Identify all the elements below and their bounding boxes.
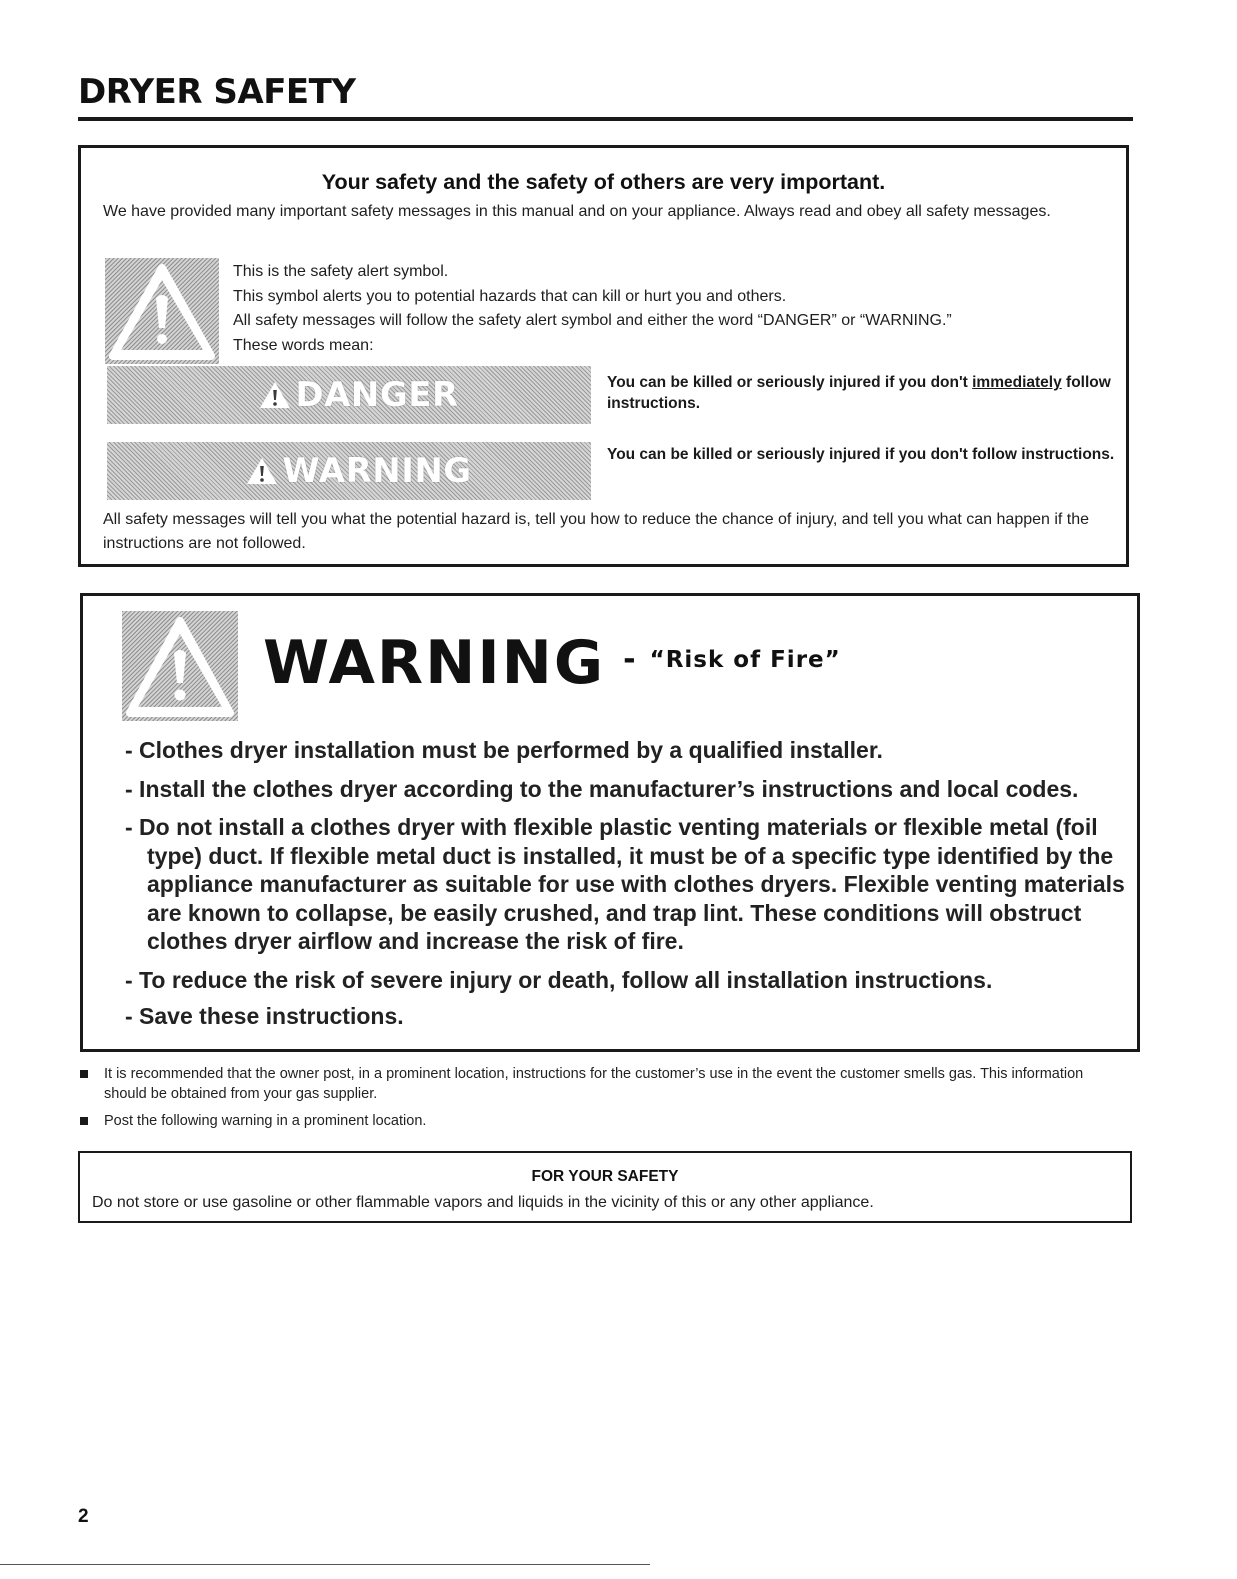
alert-line: This symbol alerts you to potential hazards that can kill or hurt you and others.	[233, 287, 787, 305]
page-title: DRYER SAFETY	[78, 72, 356, 112]
list-item: - Do not install a clothes dryer with flexible plastic venting materials or flexible metal (foil type) duct. If flexible metal duct is installed, it must be of a specific type identified by the appliance manufacturer as suitable for use with clothes dryers. Flexible venting materials are known to collapse, be easily crushed, and trap lint. These conditions will obstruct clothes dryer airflow and increase the risk of fire.	[125, 814, 1125, 954]
bullet-text: It is recommended that the owner post, in a prominent location, instructions for the customer’s use in the event the customer smells gas. This information should be obtained from your gas supplier.	[104, 1066, 1084, 1102]
list-item: - Install the clothes dryer according to the manufacturer’s instructions and local codes.	[125, 775, 1079, 802]
risk-of-fire-warning-box	[80, 593, 1140, 1052]
safety-notice-text: Do not store or use gasoline or other flammable vapors and liquids in the vicinity of this or any other appliance.	[92, 1194, 874, 1211]
alert-line: This is the safety alert symbol.	[233, 263, 449, 280]
square-bullet-icon	[80, 1117, 88, 1125]
page-number: 2	[78, 1506, 89, 1527]
safety-alert-triangle-icon	[105, 258, 219, 364]
safety-notice-title: FOR YOUR SAFETY	[531, 1168, 679, 1185]
intro-text: We have provided many important safety messages in this manual and on your appliance. Always read and obey all safety messages.	[103, 203, 1051, 220]
safety-alert-triangle-icon	[259, 381, 291, 409]
safety-alert-triangle-icon	[246, 457, 278, 485]
bullet-text: Post the following warning in a prominent location.	[104, 1113, 427, 1129]
warning-label: WARNING	[282, 451, 472, 491]
risk-of-fire-subtitle: “Risk of Fire”	[649, 647, 841, 673]
warning-banner	[107, 442, 591, 500]
square-bullet-icon	[80, 1070, 88, 1078]
bottom-rule	[0, 1564, 650, 1565]
list-item: - To reduce the risk of severe injury or death, follow all installation instructions.	[125, 966, 993, 993]
alert-line: All safety messages will follow the safety alert symbol and either the word “DANGER” or “WARNING.”	[233, 312, 952, 329]
list-item: - Clothes dryer installation must be performed by a qualified installer.	[125, 737, 883, 763]
for-your-safety-box	[78, 1151, 1132, 1223]
warning-word: WARNING	[263, 628, 606, 698]
intro-heading: Your safety and the safety of others are very important.	[321, 170, 886, 194]
heading-dash: -	[623, 642, 636, 677]
list-item: - Save these instructions.	[125, 1003, 404, 1029]
intro-safety-box	[78, 145, 1129, 567]
danger-label: DANGER	[295, 375, 459, 415]
alert-symbol-explanation	[233, 260, 952, 358]
danger-banner	[107, 366, 591, 424]
fire-warning-list	[125, 736, 1125, 1041]
danger-description: You can be killed or seriously injured if you don't immediately follow instructions.	[607, 374, 1111, 412]
fire-warning-heading	[263, 628, 841, 698]
title-rule	[78, 117, 1133, 121]
alert-line: These words mean:	[233, 336, 374, 354]
intro-footer: All safety messages will tell you what the potential hazard is, tell you how to reduce the chance of injury, and tell you what can happen if the instructions are not followed.	[103, 511, 1090, 552]
warning-description: You can be killed or seriously injured if you don't follow instructions.	[607, 446, 1115, 463]
safety-alert-triangle-icon	[122, 611, 238, 721]
